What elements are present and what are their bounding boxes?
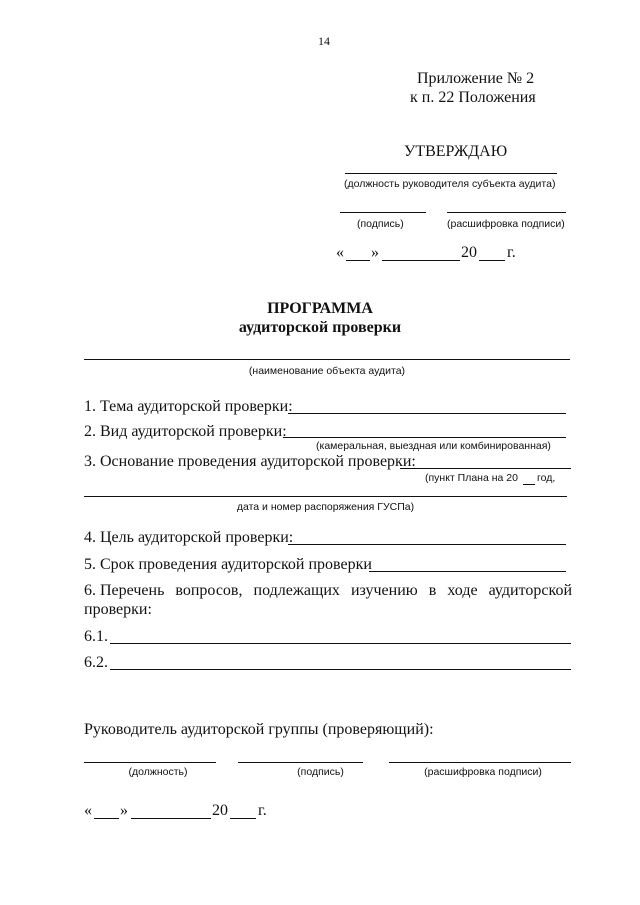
object-caption: (наименование объекта аудита) [248,365,406,377]
leader-position-line [84,762,216,763]
item-5-label: 5. Срок проведения аудиторской проверки [84,556,372,573]
page-number: 14 [318,34,330,48]
item-6-word: в [428,582,437,599]
leader-position-caption: (должность) [128,766,188,778]
leader-date-month-line [131,818,211,819]
item-6-2-line [110,669,571,670]
item-6-word: подлежащих [253,582,340,599]
leader-title: Руководитель аудиторской группы (проверяющий): [84,721,434,738]
leader-date-close: » [120,802,128,819]
heading-subtitle: аудиторской проверки [238,319,402,336]
item-4-line [288,544,566,545]
item-3-line [400,468,571,469]
item-4-label: 4. Цель аудиторской проверки: [84,529,294,546]
leader-decoding-line [389,762,571,763]
approval-signature-line [340,212,426,213]
item-1-line [288,413,566,414]
item-6-line2: проверки: [84,601,152,618]
item-6-word: изучению [350,582,418,599]
item-6-line1 [84,582,572,600]
item-6-word: аудиторской [488,582,572,599]
approval-date-suffix: г. [507,244,516,261]
item-2-label: 2. Вид аудиторской проверки: [84,423,287,440]
item-6-1-line [110,643,571,644]
approval-date-month-line [382,260,460,261]
leader-date-open: « [84,802,92,819]
approval-decoding-line [447,212,566,213]
item-6-word: ходе [447,582,478,599]
leader-decoding-caption: (расшифровка подписи) [424,766,542,778]
approval-decoding-caption: (расшифровка подписи) [447,218,565,230]
leader-date-year: 20 [212,802,228,819]
approval-date-day-line [346,260,370,261]
item-2-hint: (камеральная, выездная или комбинированная) [316,440,551,452]
item-6-word: 6. Перечень [84,582,165,599]
appendix-line1: Приложение № 2 [417,70,535,87]
leader-signature-caption: (подпись) [297,766,344,778]
item-3-second-line [84,496,567,497]
approval-position-line [345,173,557,174]
item-3-hint-a: (пункт Плана на 20 [425,472,518,484]
approval-title: УТВЕРЖДАЮ [404,143,508,160]
leader-date-suffix: г. [258,802,267,819]
item-6-1-label: 6.1. [84,628,108,645]
leader-date-day-line [94,818,119,819]
item-6-word: вопросов, [175,582,243,599]
approval-date-close: » [371,244,379,261]
item-3-hint-year-line [523,484,535,485]
item-3-hint2: дата и номер распоряжения ГУСПа) [236,501,415,513]
approval-signature-caption: (подпись) [357,218,404,230]
item-5-line [369,571,566,572]
leader-date-year-line [230,818,256,819]
appendix-line2: к п. 22 Положения [410,89,536,106]
heading-title: ПРОГРАММА [267,300,373,317]
leader-signature-line [238,762,363,763]
item-3-label: 3. Основание проведения аудиторской проверки: [84,453,416,470]
approval-date-year: 20 [461,244,477,261]
item-1-label: 1. Тема аудиторской проверки: [84,398,293,415]
item-3-hint-b: год, [537,472,556,484]
item-2-line [283,437,566,438]
object-line [84,359,570,360]
approval-date-year-line [479,260,505,261]
item-6-2-label: 6.2. [84,654,108,671]
approval-date-open: « [336,244,344,261]
approval-position-caption: (должность руководителя субъекта аудита) [344,178,556,190]
